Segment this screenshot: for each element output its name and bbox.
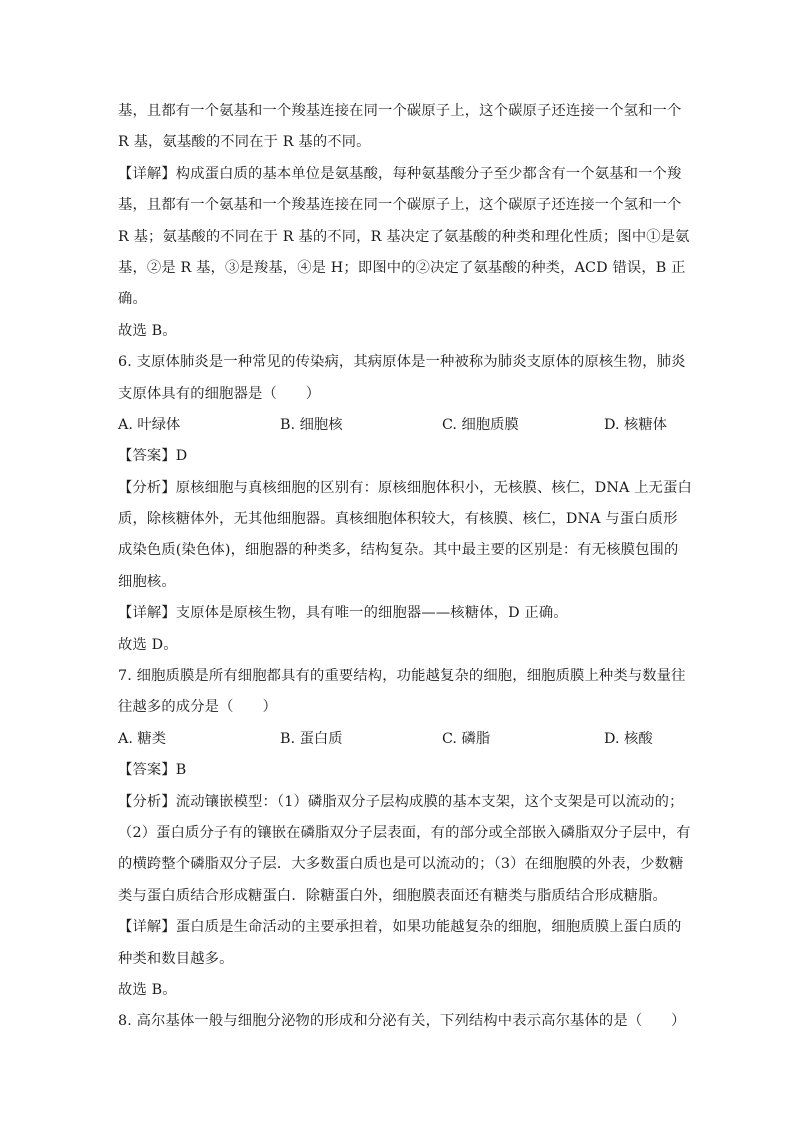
text-line: 种类和数目越多。 (118, 950, 234, 967)
option-d: D. 核酸 (604, 730, 653, 747)
text-line: 基，且都有一个氨基和一个羧基连接在同一个碳原子上，这个碳原子还连接一个氢和一个 (118, 197, 682, 214)
question-6-options (118, 410, 678, 441)
text-line: 的横跨整个磷脂双分子层．大多数蛋白质也是可以流动的；（3）在细胞膜的外表，少数糖 (118, 856, 684, 873)
text-line: 基，②是 R 基，③是羧基，④是 H；即图中的②决定了氨基酸的种类，ACD 错误，B 正 (118, 259, 686, 276)
detail-line: 【详解】蛋白质是生命活动的主要承担着，如果功能越复杂的细胞，细胞质膜上蛋白质的 (118, 919, 682, 936)
text-line: R 基，氨基酸的不同在于 R 基的不同。 (118, 134, 371, 151)
question-7-stem: 7. 细胞质膜是所有细胞都具有的重要结构，功能越复杂的细胞，细胞质膜上种类与数量往 (118, 668, 686, 685)
text-line: 成染色质(染色体)，细胞器的种类多，结构复杂。其中最主要的区别是：有无核膜包围的 (118, 542, 679, 559)
document-page (118, 96, 692, 1038)
text-line: R 基；氨基酸的不同在于 R 基的不同，R 基决定了氨基酸的种类和理化性质；图中①是氨 (118, 228, 690, 245)
answer-line: 【答案】D (118, 448, 188, 465)
option-c: C. 细胞质膜 (442, 416, 519, 433)
detail-line: 【详解】构成蛋白质的基本单位是氨基酸，每种氨基酸分子至少都含有一个氨基和一个羧 (118, 165, 682, 182)
text-line: 类与蛋白质结合形成糖蛋白．除糖蛋白外，细胞膜表面还有糖类与脂质结合形成糖脂。 (118, 887, 667, 904)
option-a: A. 叶绿体 (118, 416, 181, 433)
detail-line: 【详解】支原体是原核生物，具有唯一的细胞器——核糖体，D 正确。 (118, 605, 568, 622)
option-c: C. 磷脂 (442, 730, 491, 747)
analysis-line: 【分析】流动镶嵌模型：（1）磷脂双分子层构成膜的基本支架，这个支架是可以流动的； (118, 793, 684, 810)
analysis-line: 【分析】原核细胞与真核细胞的区别有：原核细胞体积小，无核膜、核仁，DNA 上无蛋白 (118, 479, 692, 496)
question-6-stem: 6. 支原体肺炎是一种常见的传染病，其病原体是一种被称为肺炎支原体的原核生物，肺炎 (118, 354, 686, 371)
option-b: B. 细胞核 (280, 416, 343, 433)
conclusion-line: 故选 D。 (118, 636, 178, 653)
question-7-stem: 往越多的成分是（ ） (118, 699, 277, 716)
text-line: （2）蛋白质分子有的镶嵌在磷脂双分子层表面，有的部分或全部嵌入磷脂双分子层中，有 (118, 824, 691, 841)
question-6-stem: 支原体具有的细胞器是（ ） (118, 385, 321, 402)
option-d: D. 核糖体 (604, 416, 667, 433)
conclusion-line: 故选 B。 (118, 981, 177, 998)
text-line: 基，且都有一个氨基和一个羧基连接在同一个碳原子上，这个碳原子还连接一个氢和一个 (118, 103, 682, 119)
text-line: 细胞核。 (118, 573, 176, 590)
option-a: A. 糖类 (118, 730, 167, 747)
conclusion-line: 故选 B。 (118, 322, 177, 339)
answer-line: 【答案】B (118, 762, 187, 779)
question-8-stem: 8. 高尔基体一般与细胞分泌物的形成和分泌有关，下列结构中表示高尔基体的是（ ） (118, 1013, 686, 1030)
question-7-options (118, 724, 678, 755)
text-line: 确。 (118, 291, 147, 308)
option-b: B. 蛋白质 (280, 730, 343, 747)
text-line: 质，除核糖体外，无其他细胞器。真核细胞体积较大，有核膜、核仁，DNA 与蛋白质形 (118, 511, 678, 528)
